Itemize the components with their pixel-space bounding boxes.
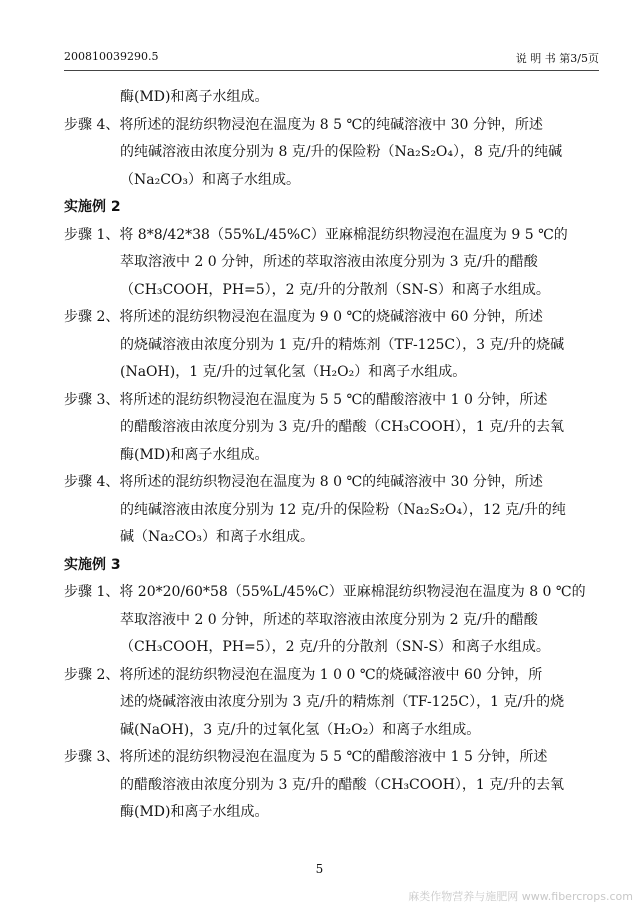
document-number: 200810039290.5 — [64, 50, 159, 63]
text-line: 的烧碱溶液由浓度分别为 1 克/升的精炼剂（TF-125C），3 克/升的烧碱 — [120, 336, 565, 353]
text-line: 酶(MD)和离子水组成。 — [120, 446, 269, 463]
text-line: 碱(NaOH)，3 克/升的过氧化氢（H₂O₂）和离子水组成。 — [120, 721, 481, 738]
step-line: 步骤 3、将所述的混纺织物浸泡在温度为 5 5 ℃的醋酸溶液中 1 0 分钟，所述 — [64, 391, 548, 408]
text-line: 酶(MD)和离子水组成。 — [120, 804, 269, 820]
text-line: (NaOH)，1 克/升的过氧化氢（H₂O₂）和离子水组成。 — [120, 364, 467, 380]
step-line: 步骤 1、将 8*8/42*38（55%L/45%C）亚麻棉混纺织物浸泡在温度为 9 5 ℃的 — [64, 226, 568, 243]
text-line: （Na₂CO₃）和离子水组成。 — [120, 171, 301, 188]
text-line: 酶(MD)和离子水组成。 — [120, 89, 269, 105]
text-line: 述的烧碱溶液由浓度分别为 3 克/升的精炼剂（TF-125C），1 克/升的烧 — [120, 694, 565, 710]
text-line: （CH₃COOH，PH=5），2 克/升的分散剂（SN-S）和离子水组成。 — [120, 281, 550, 298]
text-line: 的纯碱溶液由浓度分别为 8 克/升的保险粉（Na₂S₂O₄），8 克/升的纯碱 — [120, 144, 563, 160]
text-line: 萃取溶液中 2 0 分钟，所述的萃取溶液由浓度分别为 3 克/升的醋酸 — [120, 254, 538, 270]
step-line: 步骤 4、将所述的混纺织物浸泡在温度为 8 5 ℃的纯碱溶液中 30 分钟，所述 — [64, 116, 543, 133]
watermark: 麻类作物营养与施肥网 www.fibercrops.com — [408, 890, 633, 903]
section-heading: 实施例 2 — [64, 199, 121, 215]
text-line: 的纯碱溶液由浓度分别为 12 克/升的保险粉（Na₂S₂O₄），12 克/升的纯 — [120, 501, 566, 518]
text-line: 碱（Na₂CO₃）和离子水组成。 — [120, 529, 315, 545]
text-line: 的醋酸溶液由浓度分别为 3 克/升的醋酸（CH₃COOH），1 克/升的去氧 — [120, 776, 565, 793]
step-line: 步骤 2、将所述的混纺织物浸泡在温度为 9 0 ℃的烧碱溶液中 60 分钟，所述 — [64, 309, 543, 325]
header-divider — [64, 70, 599, 71]
section-heading: 实施例 3 — [64, 556, 121, 573]
text-line: 的醋酸溶液由浓度分别为 3 克/升的醋酸（CH₃COOH），1 克/升的去氧 — [120, 419, 565, 435]
document-body — [64, 84, 599, 827]
text-line: （CH₃COOH，PH=5），2 克/升的分散剂（SN-S）和离子水组成。 — [120, 639, 550, 655]
text-line: 萃取溶液中 2 0 分钟，所述的萃取溶液由浓度分别为 2 克/升的醋酸 — [120, 611, 538, 628]
step-line: 步骤 4、将所述的混纺织物浸泡在温度为 8 0 ℃的纯碱溶液中 30 分钟，所述 — [64, 474, 543, 490]
page-header — [64, 50, 599, 70]
step-line: 步骤 3、将所述的混纺织物浸泡在温度为 5 5 ℃的醋酸溶液中 1 5 分钟，所述 — [64, 749, 548, 765]
page-number: 5 — [315, 862, 324, 876]
step-line: 步骤 2、将所述的混纺织物浸泡在温度为 1 0 0 ℃的烧碱溶液中 60 分钟，所 — [64, 666, 543, 683]
header-section-label: 说 明 书 第3/5页 — [515, 52, 599, 65]
step-line: 步骤 1、将 20*20/60*58（55%L/45%C）亚麻棉混纺织物浸泡在温度为 8 0 ℃的 — [64, 584, 586, 600]
